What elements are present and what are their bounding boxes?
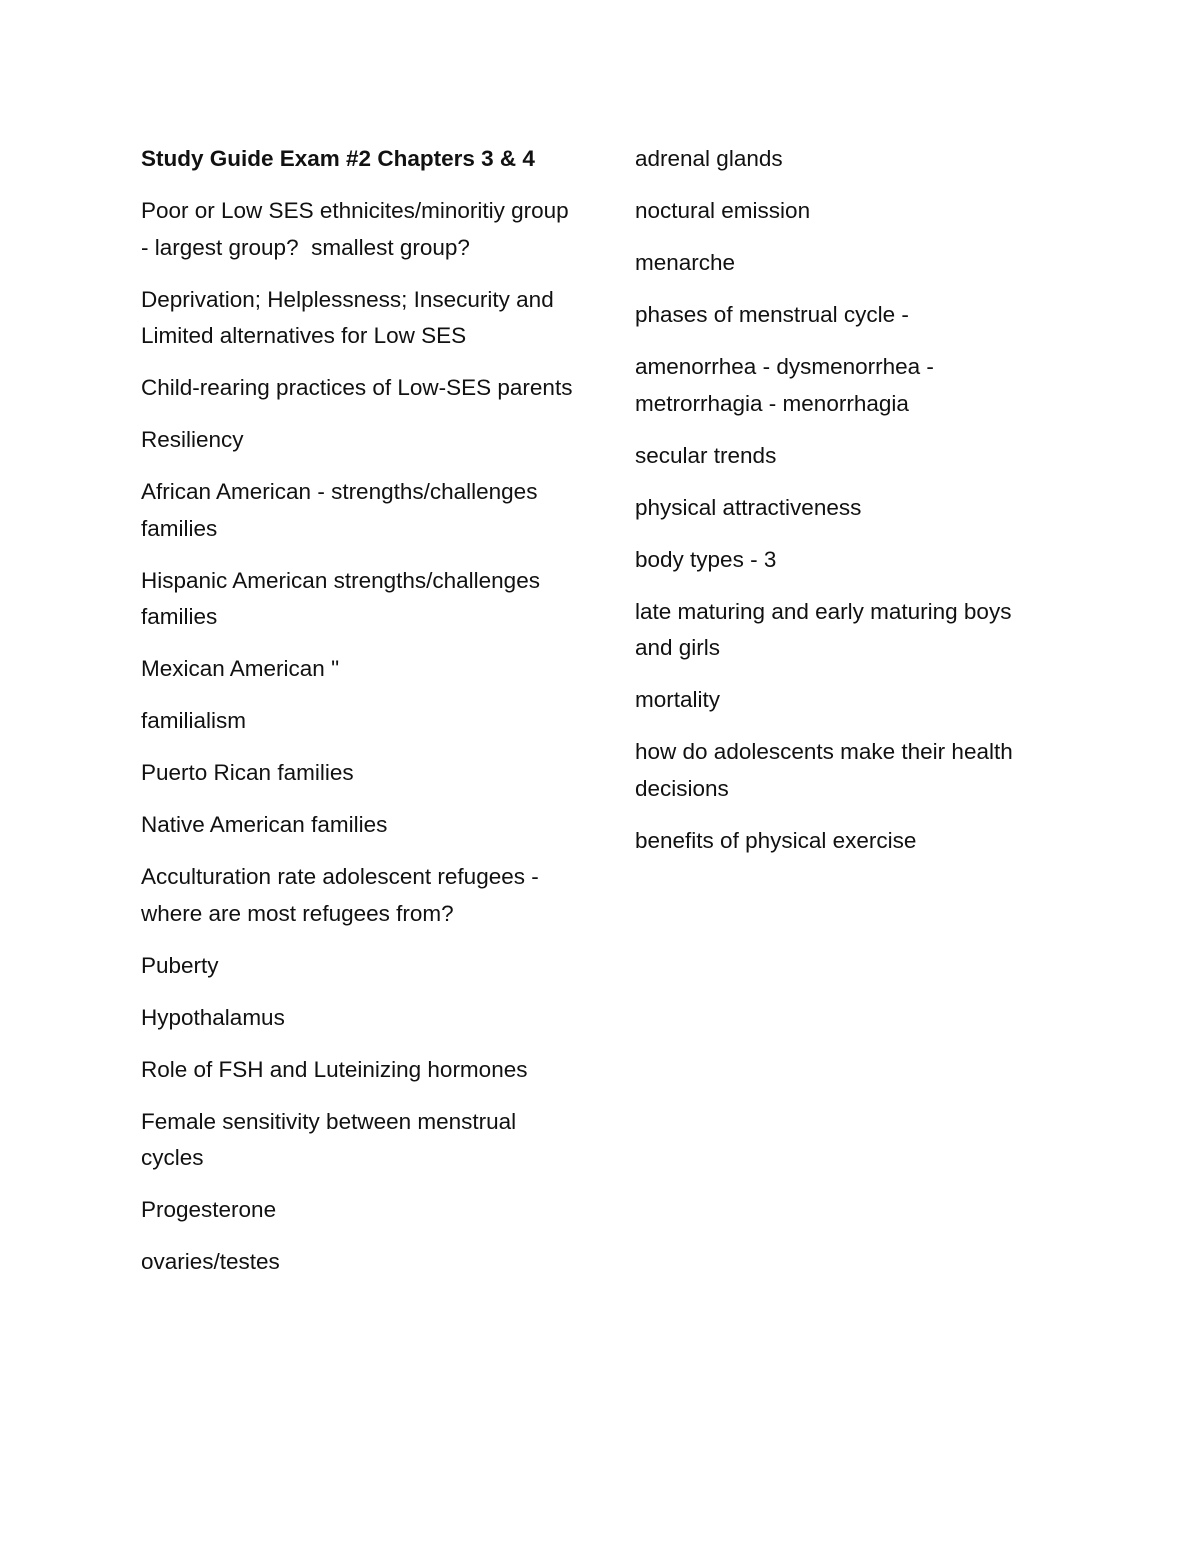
study-item: Hypothalamus	[141, 1004, 285, 1030]
study-item: phases of menstrual cycle -	[635, 302, 909, 327]
document-title: Study Guide Exam #2 Chapters 3 & 4	[141, 146, 535, 171]
study-item: Acculturation rate adolescent refugees - where are most refugees from?	[141, 864, 545, 926]
study-item: African American - strengths/challenges families	[141, 479, 544, 541]
study-item: mortality	[635, 687, 721, 712]
study-item: Native American families	[141, 812, 388, 837]
study-item: secular trends	[635, 442, 777, 468]
study-item: late maturing and early maturing boys and girls	[635, 598, 1018, 660]
study-item: Progesterone	[141, 1197, 277, 1222]
study-item: familialism	[141, 708, 247, 733]
left-column	[141, 141, 581, 1296]
study-item: adrenal glands	[635, 146, 783, 171]
study-item: how do adolescents make their health decisions	[635, 739, 1019, 801]
right-column	[635, 141, 1035, 875]
study-item: ovaries/testes	[141, 1249, 280, 1274]
study-item: Puberty	[141, 952, 219, 978]
study-item: Female sensitivity between menstrual cycles	[141, 1108, 523, 1170]
study-item: noctural emission	[635, 198, 811, 223]
study-item: benefits of physical exercise	[635, 827, 917, 853]
study-item: Deprivation; Helplessness; Insecurity and Limited alternatives for Low SES	[141, 286, 560, 348]
study-item: body types - 3	[635, 546, 777, 572]
study-item: Hispanic American strengths/challenges families	[141, 567, 547, 629]
study-item: physical attractiveness	[635, 494, 862, 520]
study-item: Child-rearing practices of Low-SES parents	[141, 375, 573, 400]
study-item: Role of FSH and Luteinizing hormones	[141, 1056, 528, 1082]
study-item: menarche	[635, 250, 736, 275]
study-item: Puerto Rican families	[141, 760, 354, 785]
study-item: Poor or Low SES ethnicites/minoritiy group - largest group? smallest group?	[141, 198, 575, 260]
study-item: Mexican American "	[141, 656, 340, 681]
study-item: Resiliency	[141, 427, 244, 452]
study-item: amenorrhea - dysmenorrhea - metrorrhagia - menorrhagia	[635, 354, 941, 416]
